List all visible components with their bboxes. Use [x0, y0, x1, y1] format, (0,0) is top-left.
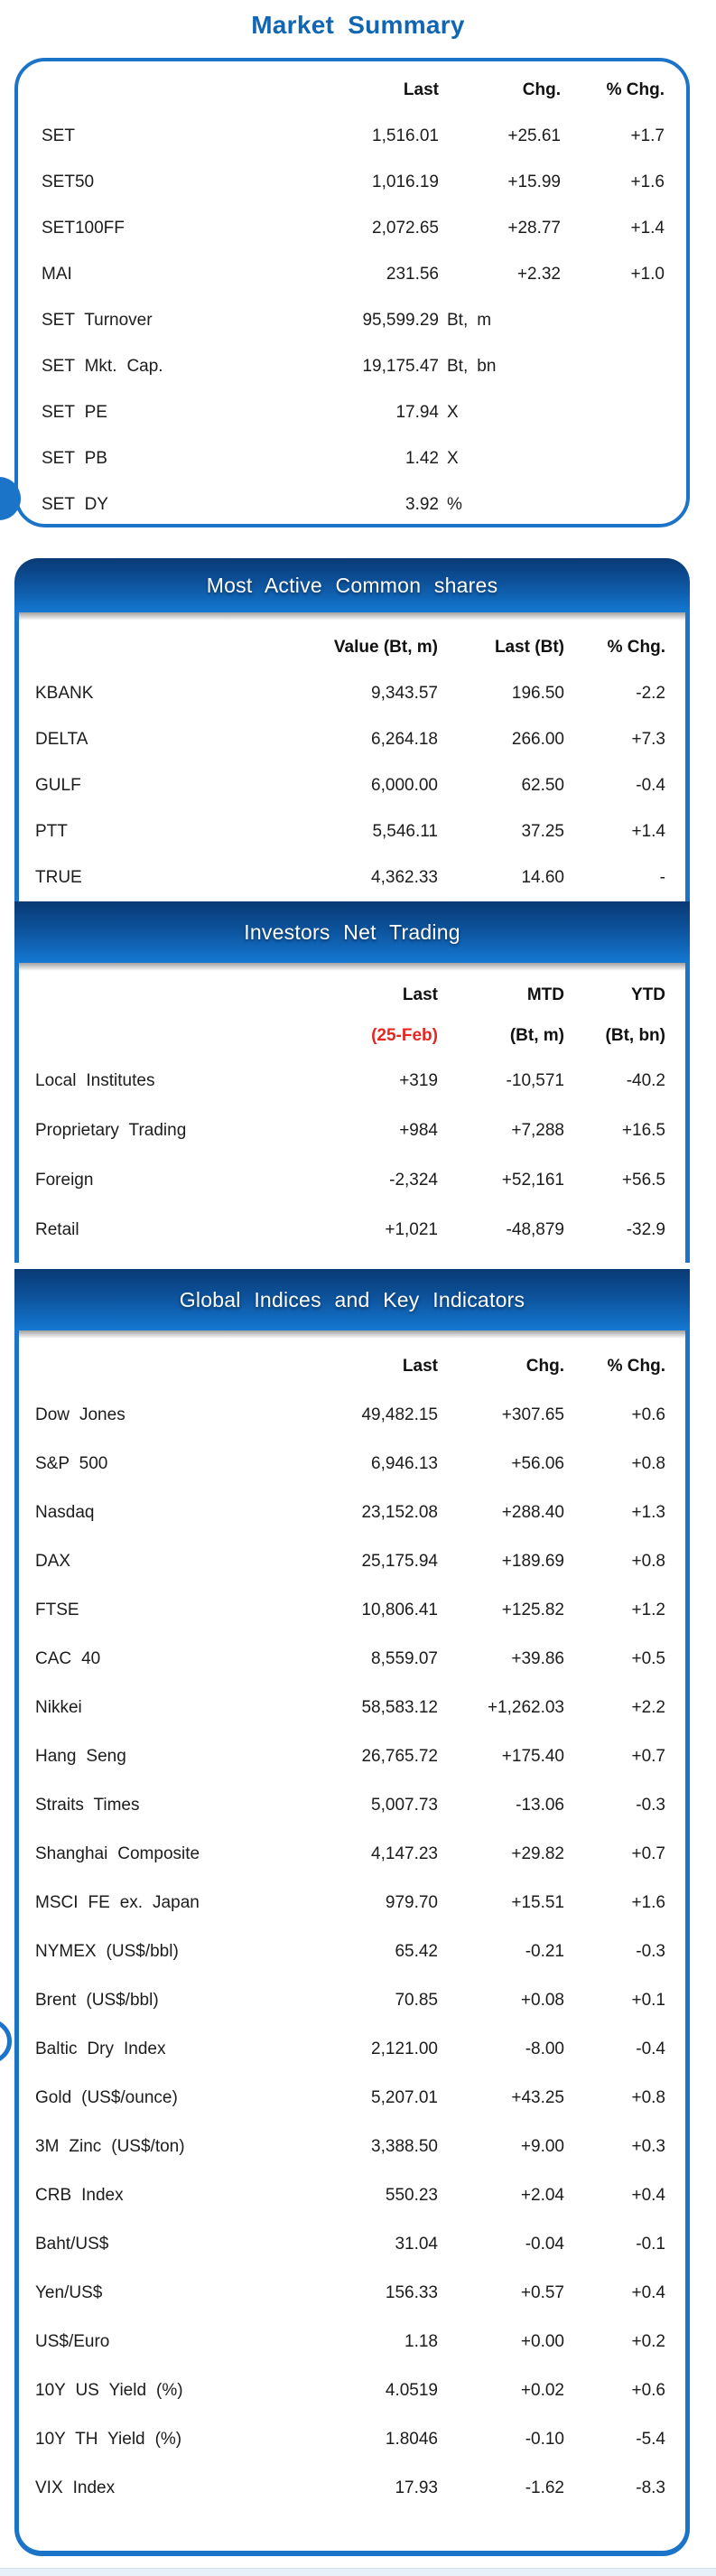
- cell-value: 31.04: [395, 2235, 438, 2254]
- cell-value: +1.2: [631, 1601, 665, 1619]
- row-label: Yen/US$: [35, 2283, 103, 2302]
- cell-value: 1.18: [404, 2332, 438, 2351]
- table-row: [35, 1489, 665, 1537]
- table-row: [35, 1106, 665, 1155]
- table-row: [35, 2318, 665, 2366]
- cell-value: +2.04: [520, 2186, 564, 2205]
- column-header: (Bt, bn): [605, 1025, 665, 1045]
- column-header: Last: [402, 985, 438, 1004]
- cell-value: +0.57: [520, 2283, 564, 2302]
- table-row: [35, 1537, 665, 1586]
- table-row: [35, 1830, 665, 1879]
- row-label: VIX Index: [35, 2478, 116, 2497]
- header-shadow: [19, 963, 685, 971]
- table-row: [42, 205, 665, 251]
- cell-value: 25,175.94: [361, 1552, 438, 1571]
- cell-value: -0.4: [636, 775, 665, 795]
- table-row: [42, 113, 665, 159]
- cell-value: +15.99: [507, 172, 561, 191]
- table-row: [35, 2415, 665, 2464]
- cell-value: 37.25: [521, 821, 564, 841]
- cell-value: +175.40: [501, 1747, 564, 1766]
- cell-value: +1.0: [630, 264, 665, 284]
- value-unit: X: [447, 448, 459, 468]
- cell-value: +0.8: [631, 2088, 665, 2107]
- cell-value: -48,879: [506, 1219, 564, 1239]
- cell-value: 58,583.12: [361, 1698, 438, 1717]
- cell-value: +56.06: [511, 1454, 564, 1473]
- cell-value: 17.93: [395, 2478, 438, 2497]
- row-label: SET: [42, 126, 75, 145]
- investors-table: [14, 963, 690, 1263]
- column-header: Value (Bt, m): [333, 637, 438, 657]
- cell-value: 196.50: [511, 683, 564, 703]
- cell-value: 5,207.01: [371, 2088, 438, 2107]
- cell-value: 2,072.65: [372, 218, 439, 238]
- cell-value: -2.2: [636, 683, 665, 703]
- column-header: Last: [403, 79, 439, 99]
- row-label: Retail: [35, 1219, 79, 1239]
- row-label: Proprietary Trading: [35, 1120, 187, 1140]
- row-label: Nasdaq: [35, 1503, 95, 1522]
- cell-value: 14.60: [521, 867, 564, 887]
- table-row: [42, 251, 665, 297]
- header-shadow: [19, 1330, 685, 1339]
- cell-value: +2.2: [631, 1698, 665, 1717]
- cell-value: +1.4: [631, 821, 665, 841]
- page-title: Market Summary: [251, 11, 465, 39]
- table-row: [35, 1781, 665, 1830]
- row-label: Brent (US$/bbl): [35, 1991, 159, 2010]
- table-row: [42, 297, 665, 343]
- value-unit: Bt, m: [447, 310, 492, 330]
- row-label: CAC 40: [35, 1649, 101, 1668]
- table-row: [42, 389, 665, 435]
- cell-value: 6,946.13: [371, 1454, 438, 1473]
- cell-value: +307.65: [501, 1405, 564, 1424]
- row-label: GULF: [35, 775, 81, 795]
- cell-value: +0.8: [631, 1552, 665, 1571]
- cell-value: +288.40: [501, 1503, 564, 1522]
- row-label: Gold (US$/ounce): [35, 2088, 178, 2107]
- cell-value: 49,482.15: [361, 1405, 438, 1424]
- cell-value: +28.77: [507, 218, 561, 238]
- cell-value: 979.70: [385, 1893, 438, 1912]
- cell-value: 23,152.08: [361, 1503, 438, 1522]
- most-active-table: [14, 612, 690, 901]
- column-header: Last: [402, 1357, 438, 1376]
- cell-value: +1,262.03: [487, 1698, 564, 1717]
- table-row: [35, 1440, 665, 1489]
- cell-value: -0.04: [525, 2235, 564, 2254]
- table-row: [35, 1015, 665, 1056]
- cell-value: 95,599.29: [362, 310, 439, 330]
- table-row: [35, 1586, 665, 1635]
- row-label: SET50: [42, 172, 95, 191]
- cell-value: -8.00: [525, 2039, 564, 2058]
- cell-value: -32.9: [626, 1219, 665, 1239]
- cell-value: +9.00: [520, 2137, 564, 2156]
- cell-value: 156.33: [385, 2283, 438, 2302]
- cell-value: +25.61: [507, 126, 561, 145]
- cell-value: +2.32: [516, 264, 561, 284]
- table-row: [35, 854, 665, 901]
- cell-value: -0.1: [636, 2235, 665, 2254]
- page-bottom-strip: [0, 2568, 716, 2576]
- row-label: DAX: [35, 1552, 71, 1571]
- row-label: Baltic Dry Index: [35, 2039, 166, 2058]
- cell-value: +0.2: [631, 2332, 665, 2351]
- cell-value: +0.3: [631, 2137, 665, 2156]
- row-label: Foreign: [35, 1170, 94, 1190]
- cell-value: +16.5: [621, 1120, 665, 1140]
- row-label: US$/Euro: [35, 2332, 110, 2351]
- cell-value: 4,362.33: [371, 867, 438, 887]
- table-row: [35, 975, 665, 1015]
- cell-value: -40.2: [626, 1070, 665, 1090]
- cell-value: -0.3: [636, 1796, 665, 1815]
- section-header-most-active: Most Active Common shares: [14, 558, 690, 612]
- row-label: 10Y TH Yield (%): [35, 2430, 182, 2449]
- cell-value: +0.7: [631, 1844, 665, 1863]
- cell-value: +0.1: [631, 1991, 665, 2010]
- cell-value: +0.4: [631, 2186, 665, 2205]
- row-label: PTT: [35, 821, 68, 841]
- cell-value: +0.8: [631, 1454, 665, 1473]
- cell-value: -8.3: [636, 2478, 665, 2497]
- cell-value: 1,516.01: [372, 126, 439, 145]
- cell-value: 10,806.41: [361, 1601, 438, 1619]
- table-row: [35, 1879, 665, 1927]
- row-label: 3M Zinc (US$/ton): [35, 2137, 185, 2156]
- table-row: [35, 2220, 665, 2269]
- table-row: [35, 2025, 665, 2074]
- cell-value: +7.3: [631, 729, 665, 749]
- cell-value: 4,147.23: [371, 1844, 438, 1863]
- row-label: SET Mkt. Cap.: [42, 356, 163, 376]
- row-label: Dow Jones: [35, 1405, 126, 1424]
- table-row: [35, 2074, 665, 2123]
- cell-value: 26,765.72: [361, 1747, 438, 1766]
- cell-value: -13.06: [516, 1796, 564, 1815]
- cell-value: -0.10: [525, 2430, 564, 2449]
- cell-value: +1.7: [630, 126, 665, 145]
- set-summary-box: [14, 58, 690, 527]
- cell-value: +319: [399, 1070, 438, 1090]
- row-label: Straits Times: [35, 1796, 140, 1815]
- table-row: [35, 1635, 665, 1684]
- table-row: [35, 2171, 665, 2220]
- table-row: [35, 1976, 665, 2025]
- cell-value: -: [659, 867, 665, 887]
- row-label: MSCI FE ex. Japan: [35, 1893, 200, 1912]
- row-label: DELTA: [35, 729, 88, 749]
- cell-value: +52,161: [501, 1170, 564, 1190]
- cell-value: 19,175.47: [362, 356, 439, 376]
- column-header: Chg.: [522, 79, 561, 99]
- value-unit: Bt, bn: [447, 356, 497, 376]
- table-row: [42, 343, 665, 389]
- table-row: [35, 1056, 665, 1106]
- cell-value: 5,007.73: [371, 1796, 438, 1815]
- cell-value: +1.6: [631, 1893, 665, 1912]
- cell-value: +1,021: [385, 1219, 438, 1239]
- cell-value: +125.82: [501, 1601, 564, 1619]
- header-shadow: [19, 612, 685, 621]
- table-row: [35, 624, 665, 670]
- cell-value: +29.82: [511, 1844, 564, 1863]
- table-row: [35, 762, 665, 808]
- cell-value: +0.6: [631, 2381, 665, 2400]
- row-label: Nikkei: [35, 1698, 82, 1717]
- row-label: Baht/US$: [35, 2235, 109, 2254]
- row-label: SET DY: [42, 494, 108, 514]
- cell-value: 6,000.00: [371, 775, 438, 795]
- cell-value: +0.02: [520, 2381, 564, 2400]
- cell-value: -5.4: [636, 2430, 665, 2449]
- table-row: [42, 481, 665, 527]
- table-row: [35, 1155, 665, 1205]
- row-label: S&P 500: [35, 1454, 108, 1473]
- cell-value: +1.4: [630, 218, 665, 238]
- report-date: (25-Feb): [371, 1025, 438, 1045]
- column-header: YTD: [631, 985, 665, 1004]
- cell-value: 9,343.57: [371, 683, 438, 703]
- decorative-ring-icon: [0, 2019, 12, 2064]
- value-unit: X: [447, 402, 459, 422]
- cell-value: 65.42: [395, 1942, 438, 1961]
- cell-value: +43.25: [511, 2088, 564, 2107]
- row-label: KBANK: [35, 683, 94, 703]
- cell-value: +0.4: [631, 2283, 665, 2302]
- row-label: 10Y US Yield (%): [35, 2381, 183, 2400]
- table-row: [35, 1391, 665, 1440]
- cell-value: 70.85: [395, 1991, 438, 2010]
- column-header: % Chg.: [607, 1357, 665, 1376]
- cell-value: 4.0519: [385, 2381, 438, 2400]
- table-row: [35, 716, 665, 762]
- table-row: [42, 67, 665, 113]
- row-label: Hang Seng: [35, 1747, 126, 1766]
- cell-value: +1.6: [630, 172, 665, 191]
- cell-value: +0.5: [631, 1649, 665, 1668]
- cell-value: +0.7: [631, 1747, 665, 1766]
- row-label: Local Institutes: [35, 1070, 155, 1090]
- cell-value: -0.21: [525, 1942, 564, 1961]
- table-row: [35, 2123, 665, 2171]
- cell-value: +39.86: [511, 1649, 564, 1668]
- global-indices-table: [14, 1330, 690, 2556]
- table-row: [35, 2269, 665, 2318]
- cell-value: +0.6: [631, 1405, 665, 1424]
- cell-value: 3,388.50: [371, 2137, 438, 2156]
- row-label: SET PE: [42, 402, 107, 422]
- column-header: Chg.: [525, 1357, 564, 1376]
- cell-value: 550.23: [385, 2186, 438, 2205]
- cell-value: +189.69: [501, 1552, 564, 1571]
- cell-value: +0.08: [520, 1991, 564, 2010]
- row-label: TRUE: [35, 867, 82, 887]
- column-header: % Chg.: [606, 79, 665, 99]
- table-row: [42, 435, 665, 481]
- cell-value: -10,571: [506, 1070, 564, 1090]
- row-label: MAI: [42, 264, 72, 284]
- section-header-global: Global Indices and Key Indicators: [14, 1269, 690, 1330]
- set-summary-table: [42, 67, 665, 527]
- value-unit: %: [447, 494, 462, 514]
- cell-value: 62.50: [521, 775, 564, 795]
- column-header: (Bt, m): [509, 1025, 564, 1045]
- table-row: [35, 670, 665, 716]
- row-label: SET PB: [42, 448, 107, 468]
- table-row: [35, 2366, 665, 2415]
- table-row: [35, 2464, 665, 2513]
- cell-value: +1.3: [631, 1503, 665, 1522]
- row-label: SET100FF: [42, 218, 125, 238]
- row-label: SET Turnover: [42, 310, 153, 330]
- cell-value: -2,324: [389, 1170, 438, 1190]
- table-row: [35, 1684, 665, 1732]
- row-label: FTSE: [35, 1601, 79, 1619]
- row-label: NYMEX (US$/bbl): [35, 1942, 179, 1961]
- cell-value: +0.00: [520, 2332, 564, 2351]
- cell-value: 266.00: [511, 729, 564, 749]
- table-row: [35, 1342, 665, 1391]
- column-header: % Chg.: [607, 637, 665, 657]
- table-row: [35, 1205, 665, 1255]
- table-row: [42, 159, 665, 205]
- row-label: CRB Index: [35, 2186, 124, 2205]
- cell-value: 8,559.07: [371, 1649, 438, 1668]
- row-label: Shanghai Composite: [35, 1844, 200, 1863]
- cell-value: -0.3: [636, 1942, 665, 1961]
- table-row: [35, 808, 665, 854]
- cell-value: 2,121.00: [371, 2039, 438, 2058]
- cell-value: 6,264.18: [371, 729, 438, 749]
- cell-value: 17.94: [395, 402, 439, 422]
- column-header: Last (Bt): [494, 637, 564, 657]
- cell-value: 1.42: [405, 448, 439, 468]
- table-row: [35, 1732, 665, 1781]
- cell-value: +984: [399, 1120, 438, 1140]
- cell-value: 1,016.19: [372, 172, 439, 191]
- cell-value: -0.4: [636, 2039, 665, 2058]
- cell-value: 5,546.11: [372, 821, 438, 841]
- cell-value: 1.8046: [385, 2430, 438, 2449]
- cell-value: 3.92: [405, 494, 439, 514]
- cell-value: +56.5: [621, 1170, 665, 1190]
- cell-value: +15.51: [511, 1893, 564, 1912]
- cell-value: +7,288: [511, 1120, 564, 1140]
- column-header: MTD: [526, 985, 564, 1004]
- cell-value: -1.62: [525, 2478, 564, 2497]
- section-header-investors: Investors Net Trading: [14, 901, 690, 963]
- cell-value: 231.56: [386, 264, 439, 284]
- table-row: [35, 1927, 665, 1976]
